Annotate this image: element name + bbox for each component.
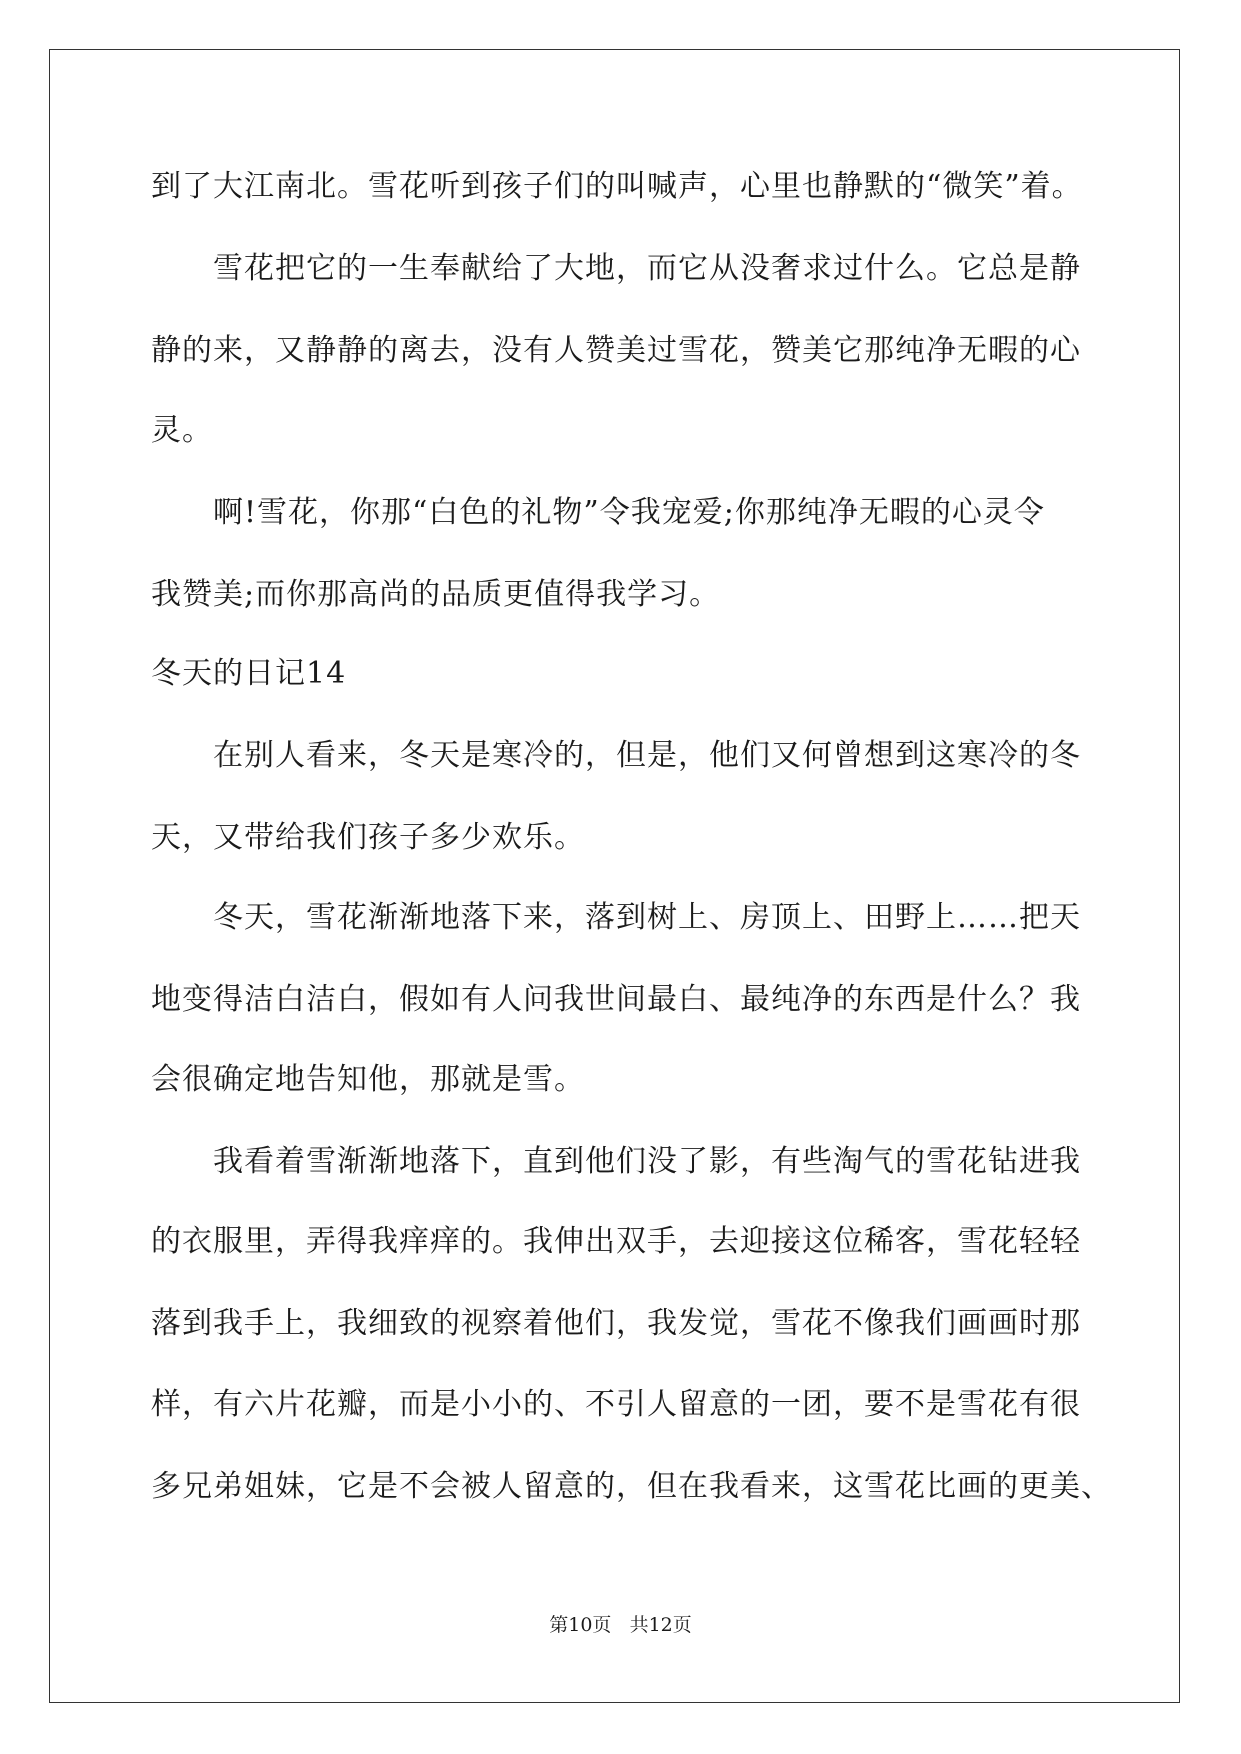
page-footer: [0, 1612, 1241, 1638]
paragraph-line: 会很确定地告知他，那就是雪。: [151, 1062, 585, 1097]
paragraph-line: 啊!雪花，你那“白色的礼物”令我宠爱;你那纯净无暇的心灵令: [213, 495, 1045, 530]
paragraph-line: 静的来，又静静的离去，没有人赞美过雪花，赞美它那纯净无暇的心: [151, 333, 1081, 368]
paragraph-line: 到了大江南北。雪花听到孩子们的叫喊声，心里也静默的“微笑”着。: [151, 169, 1083, 204]
page-total: 共12页: [629, 1614, 692, 1636]
paragraph-line: 我赞美;而你那高尚的品质更值得我学习。: [151, 577, 721, 612]
paragraph-line: 样，有六片花瓣，而是小小的、不引人留意的一团，要不是雪花有很: [151, 1387, 1081, 1422]
paragraph-line: 天，又带给我们孩子多少欢乐。: [151, 820, 585, 855]
page-number: 第10页: [549, 1614, 612, 1636]
footer-separator: [611, 1614, 629, 1636]
paragraph-line: 冬天，雪花渐渐地落下来，落到树上、房顶上、田野上……把天: [213, 900, 1081, 935]
paragraph-line: 多兄弟姐妹，它是不会被人留意的，但在我看来，这雪花比画的更美、: [151, 1469, 1112, 1504]
section-heading: 冬天的日记14: [151, 656, 347, 691]
paragraph-line: 落到我手上，我细致的视察着他们，我发觉，雪花不像我们画画时那: [151, 1306, 1081, 1341]
paragraph-line: 在别人看来，冬天是寒冷的，但是，他们又何曾想到这寒冷的冬: [213, 738, 1081, 773]
paragraph-line: 地变得洁白洁白，假如有人问我世间最白、最纯净的东西是什么？我: [151, 982, 1081, 1017]
paragraph-line: 我看着雪渐渐地落下，直到他们没了影，有些淘气的雪花钻进我: [213, 1144, 1081, 1179]
page-border: [49, 49, 1180, 1703]
paragraph-line: 的衣服里，弄得我痒痒的。我伸出双手，去迎接这位稀客，雪花轻轻: [151, 1224, 1081, 1259]
paragraph-line: 灵。: [151, 413, 213, 448]
paragraph-line: 雪花把它的一生奉献给了大地，而它从没奢求过什么。它总是静: [213, 251, 1081, 286]
